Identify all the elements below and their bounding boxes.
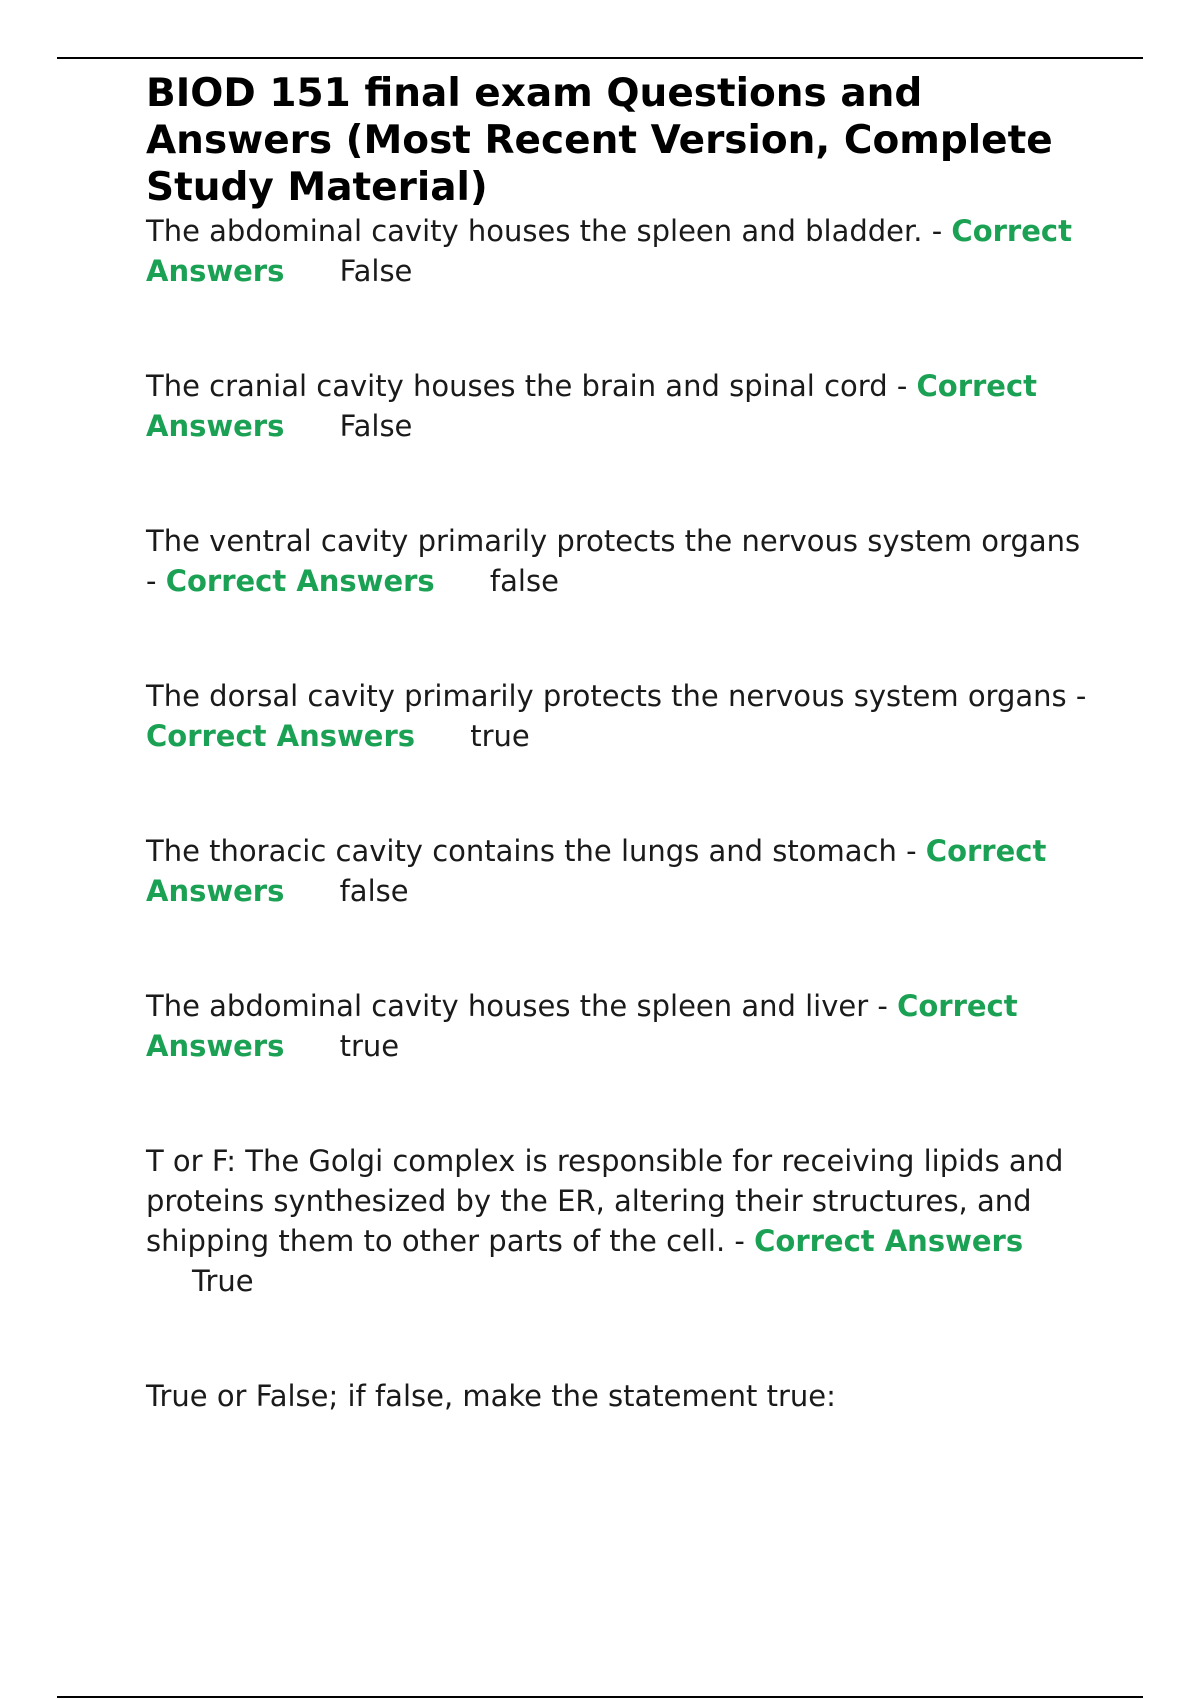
trailing-question: True or False; if false, make the statement true:: [146, 1379, 836, 1413]
answer-text: true: [339, 1029, 400, 1063]
answer-text: false: [489, 564, 559, 598]
question-text: The cranial cavity houses the brain and spinal cord -: [146, 369, 908, 403]
qa-item: [146, 211, 1096, 291]
question-text: The dorsal cavity primarily protects the nervous system organs -: [146, 679, 1087, 713]
qa-item: [146, 831, 1096, 911]
document-title: BIOD 151 final exam Questions and Answers (Most Recent Version, Complete Study Material): [146, 71, 1053, 210]
answer-text: False: [339, 254, 413, 288]
top-rule: [57, 57, 1143, 59]
correct-answers-label: Correct Answers: [146, 989, 1018, 1063]
qa-item: [146, 1141, 1096, 1301]
bottom-rule: [57, 1696, 1143, 1698]
question-text: T or F: The Golgi complex is responsible for receiving lipids and proteins synthesized by the ER, altering their structures, and shipping them to other parts of the cell. -: [146, 1144, 1064, 1258]
qa-item: [146, 676, 1096, 756]
question-text: The abdominal cavity houses the spleen and bladder. -: [146, 214, 943, 248]
correct-answers-label: Correct Answers: [754, 1224, 1024, 1258]
correct-answers-label: Correct Answers: [146, 834, 1047, 908]
answer-text: true: [470, 719, 530, 753]
correct-answers-label: Correct Answers: [146, 719, 416, 753]
correct-answers-label: Correct Answers: [146, 214, 1072, 288]
answer-text: false: [339, 874, 409, 908]
answer-text: False: [339, 409, 413, 443]
qa-item: [146, 521, 1096, 601]
qa-item: [146, 986, 1096, 1066]
answer-text: True: [192, 1264, 254, 1298]
question-text: The ventral cavity primarily protects the nervous system organs -: [146, 524, 1081, 598]
question-text: The thoracic cavity contains the lungs and stomach -: [146, 834, 917, 868]
document-body: [146, 70, 1096, 1416]
qa-item: [146, 366, 1096, 446]
correct-answers-label: Correct Answers: [165, 564, 435, 598]
question-text: The abdominal cavity houses the spleen and liver -: [146, 989, 888, 1023]
correct-answers-label: Correct Answers: [146, 369, 1038, 443]
